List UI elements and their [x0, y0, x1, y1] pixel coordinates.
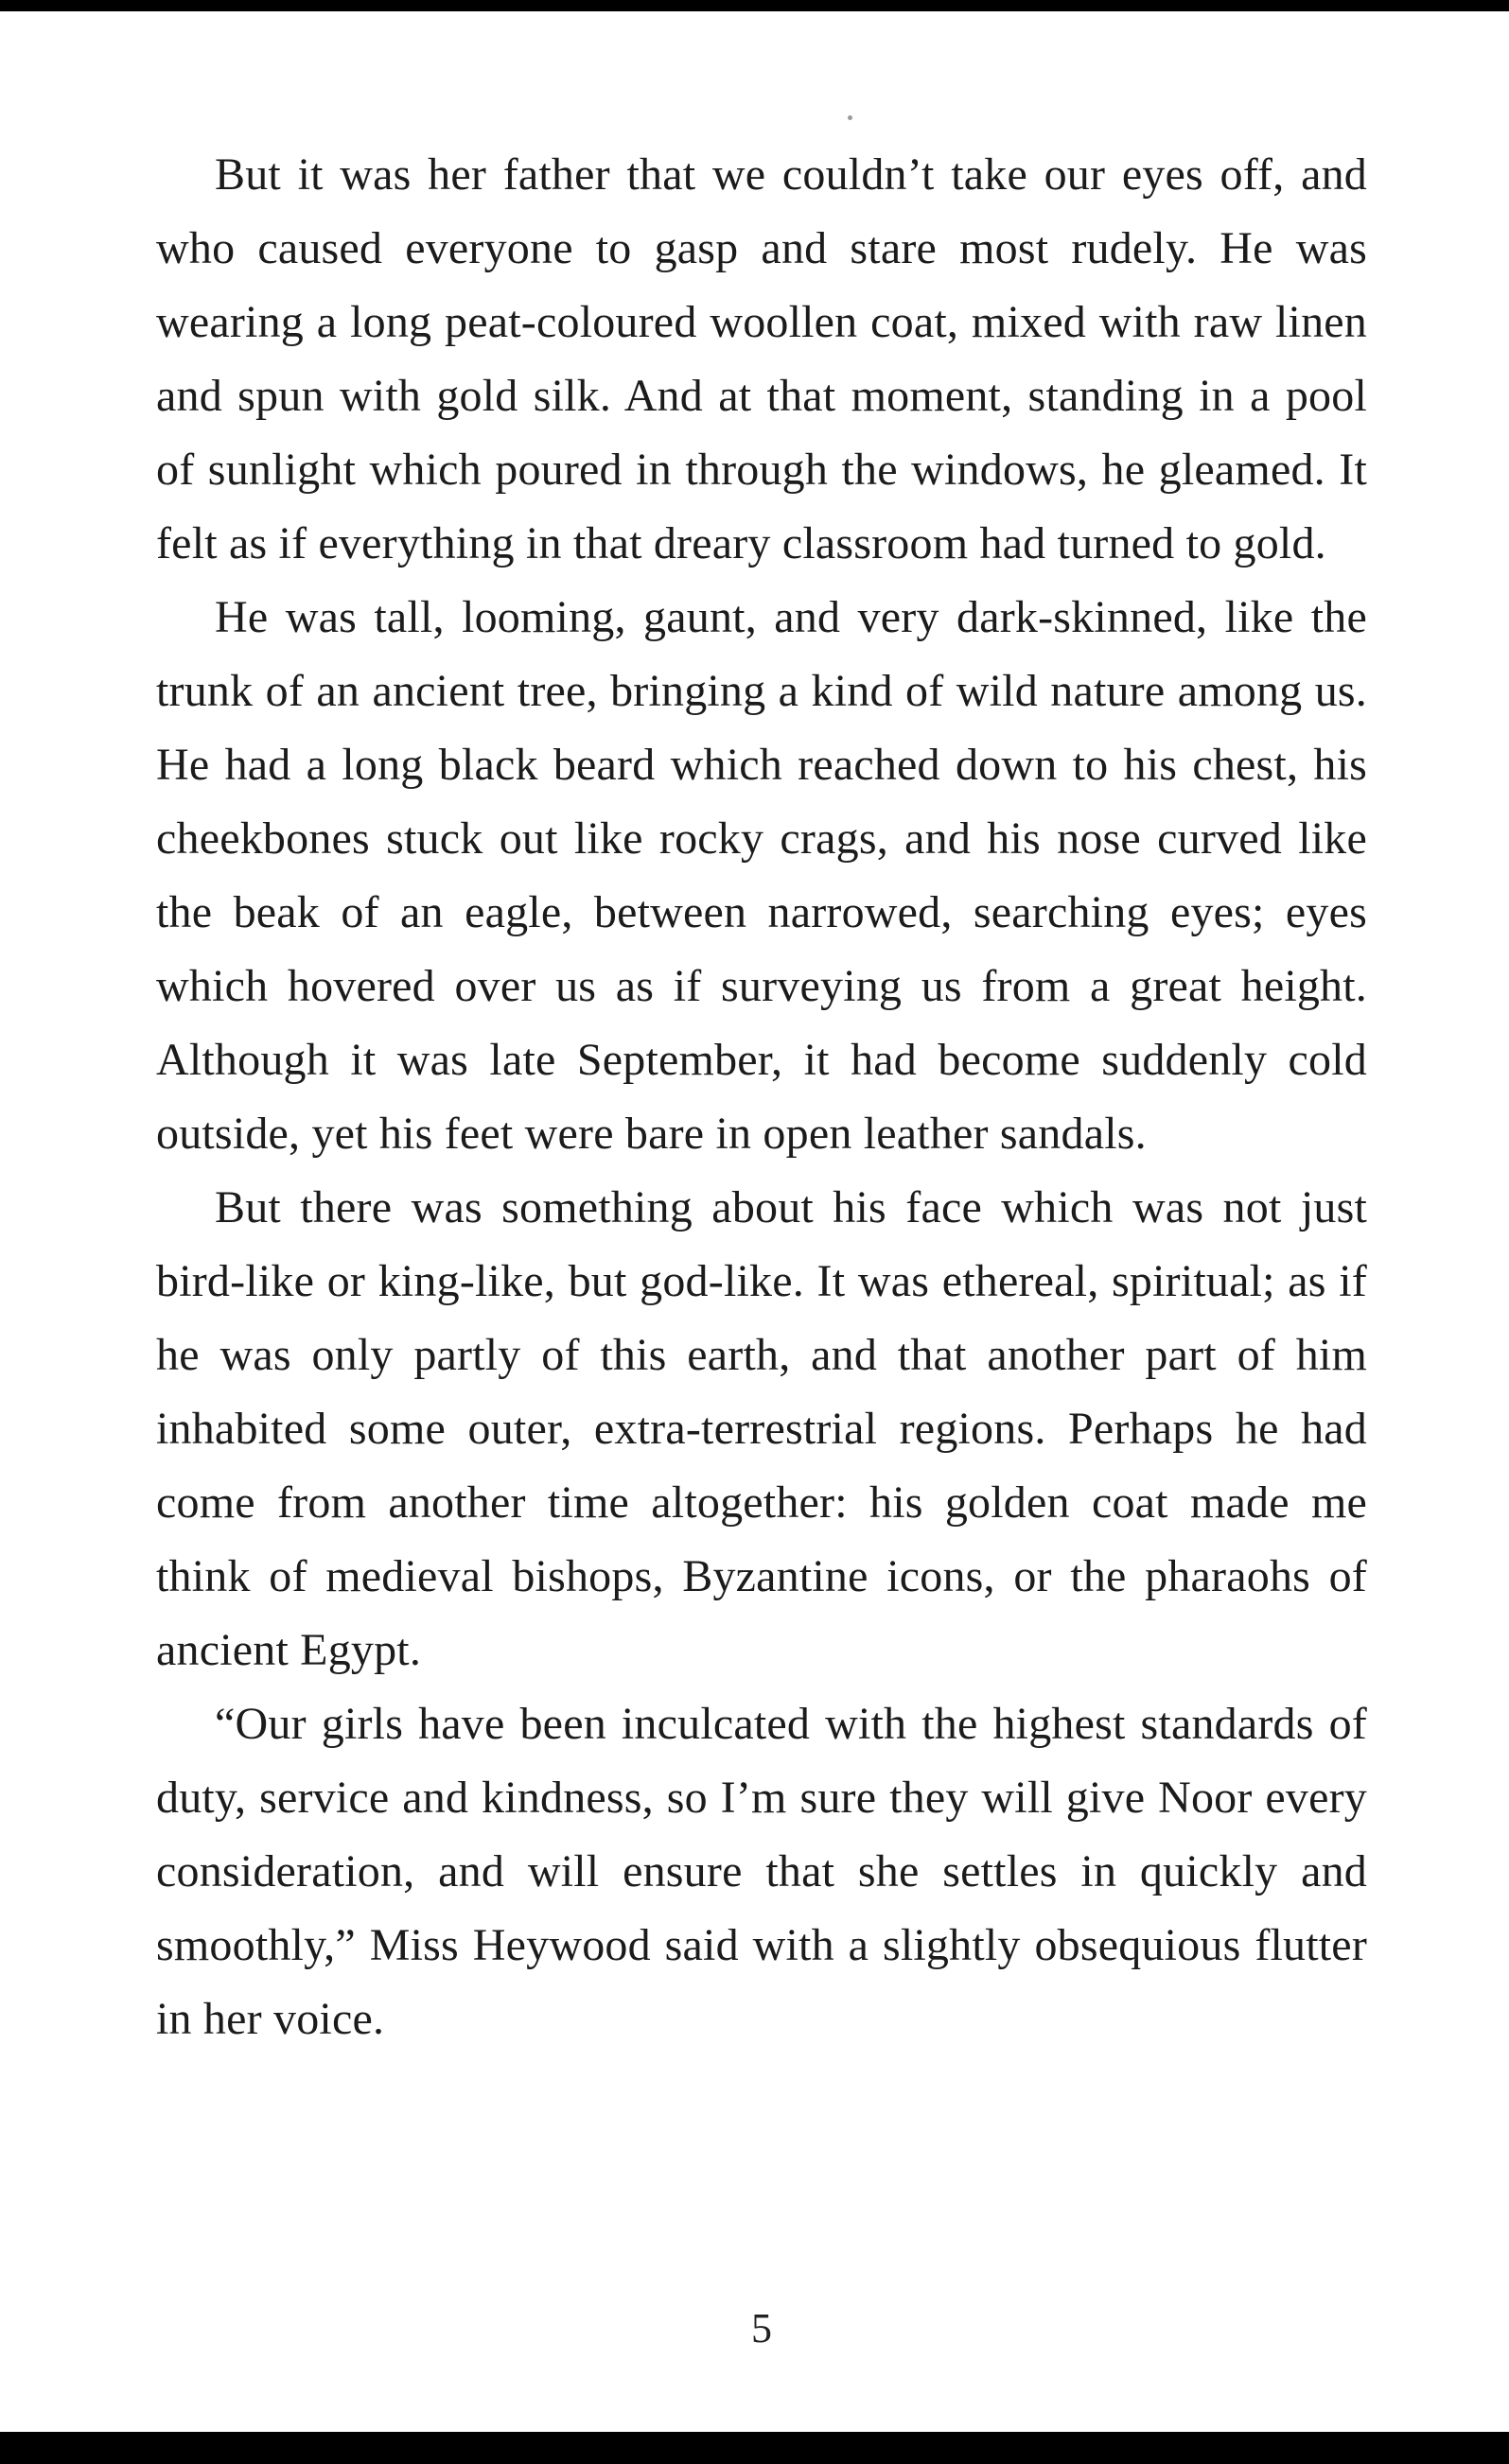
page-number: 5 — [751, 2305, 772, 2351]
paragraph-3: But there was something about his face which was not just bird-like or king-like, but god-like. It was ethereal, spiritual; as if he was only partly of this earth, and that another part of him inhabited some outer, extra-terrestrial regions. Perhaps he had come from another time altogether: his golden coat made me think of medieval bishops, Byzantine icons, or the pharaohs of ancient Egypt. — [156, 1182, 1367, 1675]
paragraph-2: He was tall, looming, gaunt, and very dark-skinned, like the trunk of an ancient tree, bringing a kind of wild nature among us. He had a long black beard which reached down to his chest, his cheekbones stuck out like rocky crags, and his nose curved like the beak of an eagle, between narrowed, searching eyes; eyes which hovered over us as if surveying us from a great height. Although it was late September, it had become suddenly cold outside, yet his feet were bare in open leather sandals. — [156, 592, 1367, 1159]
book-page-text — [156, 138, 1367, 2056]
scan-artifact-top-bar — [0, 0, 1509, 11]
paragraph-4: “Our girls have been inculcated with the highest standards of duty, service and kindness, so I’m sure they will give Noor every consideration, and will ensure that she settles in quickly and smoothly,” Miss Heywood said with a slightly obsequious flutter in her voice. — [156, 1699, 1367, 2044]
paragraph-1: But it was her father that we couldn’t take our eyes off, and who caused everyone to gasp and stare most rudely. He was wearing a long peat-coloured woollen coat, mixed with raw linen and spun with gold silk. And at that moment, standing in a pool of sunlight which poured in through the windows, he gleamed. It felt as if everything in that dreary classroom had turned to gold. — [156, 149, 1367, 568]
scan-artifact-bottom-bar — [0, 2432, 1509, 2464]
scan-speck — [848, 115, 852, 120]
